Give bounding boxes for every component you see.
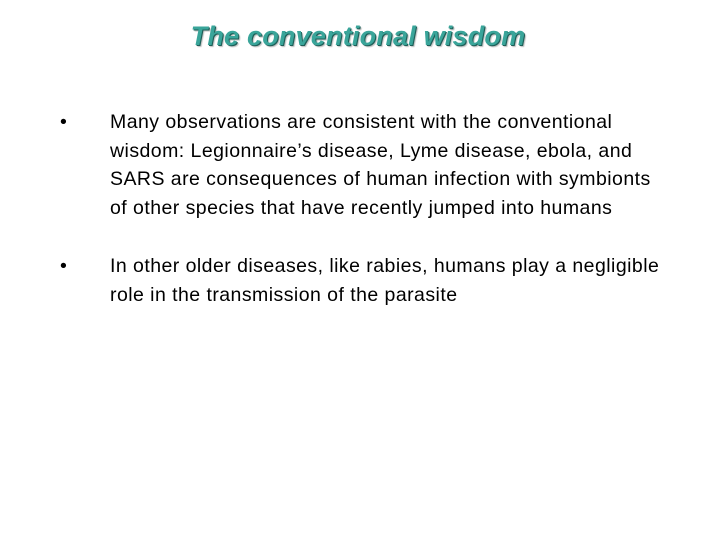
bullet-text: Many observations are consistent with the conventional wisdom: Legionnaire’s disease, Lyme disease, ebola, and SARS are consequences of human infection with symbionts of other species that have recently jumped into humans: [110, 111, 651, 219]
bullet-text: In other older diseases, like rabies, humans play a negligible role in the transmission of the parasite: [110, 255, 660, 306]
bullet-marker: •: [60, 111, 68, 133]
bullet-item: [60, 252, 660, 309]
slide-title: The conventional wisdom: [190, 21, 526, 51]
bullet-marker: •: [60, 255, 68, 277]
bullet-item: [60, 108, 660, 222]
bullet-list: [60, 108, 660, 309]
